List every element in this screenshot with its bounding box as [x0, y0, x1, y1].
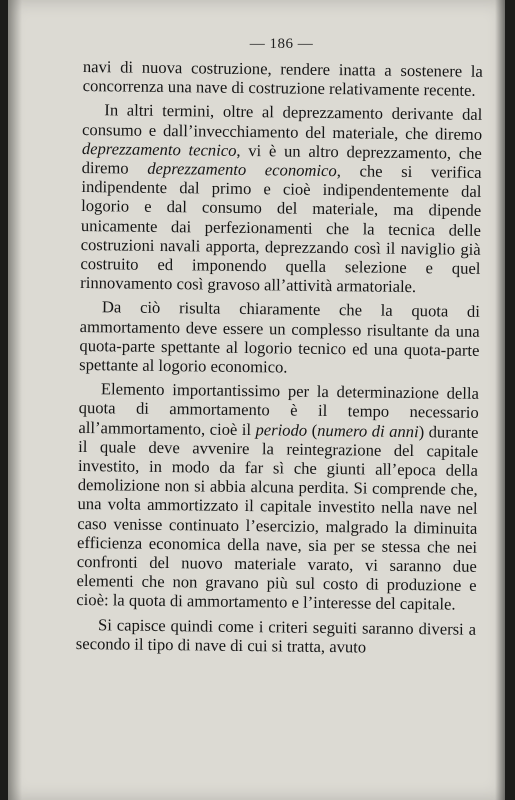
- paragraph: [80, 100, 482, 297]
- text-run: In altri termini, oltre al deprezzamento derivante dal consumo e dall’invecchiamento del materiale, che diremo: [82, 100, 483, 144]
- text-run: (: [307, 420, 318, 440]
- text-run: Da ciò risulta chiaramente che la quota di ammortamento deve essere un complesso risultante da una quota-parte spettante al logorio tecnico ed una quota-parte spettante al logorio economico.: [79, 297, 481, 377]
- italic-text: deprezzamento economico: [147, 158, 337, 181]
- text-run: , vi è un altro deprezzamento, che diremo: [81, 140, 482, 178]
- gutter-shadow: [8, 0, 22, 800]
- paragraph: [76, 615, 476, 658]
- italic-text: numero di anni: [317, 420, 419, 441]
- paragraph: [83, 57, 483, 100]
- book-page: [8, 0, 505, 800]
- page-edge-shadow: [495, 0, 505, 800]
- paragraph: [79, 297, 480, 379]
- italic-text: deprezzamento tecnico: [81, 138, 237, 160]
- text-run: Si capisce quindi come i criteri seguiti saranno diversi a secondo il tipo di nave di cui si tratta, avuto: [75, 614, 477, 657]
- text-run: ) durante il quale deve avvenire la reintegrazione del capitale investito, in modo da far sì che giunti all’epoca della demolizione non si abbia alcuna perdita. Si comprende che, una volta ammortizzato il capitale investito nella nave nel caso venisse continuato l’esercizio, malgrado la diminuita efficienza economica della nave, sia per se stessa che nei confronti del nuovo materiale varato, vi saranno due elementi che non gravano più sul costo di produzione e cioè: la quota di ammortamento e l’interesse del capitale.: [76, 421, 479, 615]
- italic-text: periodo: [255, 419, 308, 440]
- text-run: , che si verifica indipendente dal primo e cioè indipendentemente dal logorio e dal consumo del materiale, ma dipende unicamente dai perfezionamenti che la tecnica delle costruzioni navali apporta, deprezzando così il naviglio già costruito ed imponendo quella selezione e quel rinnovamento così gravoso all’attività armatoriale.: [80, 161, 482, 297]
- paragraph: [76, 379, 479, 614]
- text-run: Elemento importantissimo per la determinazione della quota di ammortamento è il tempo necessario all’ammortamento, cioè il: [78, 379, 480, 439]
- page-number: — 186 —: [249, 36, 314, 52]
- body-text: [76, 57, 483, 663]
- text-run: navi di nuova costruzione, rendere inatta a sostenere la concorrenza una nave di costruzione relativamente recente.: [82, 57, 483, 101]
